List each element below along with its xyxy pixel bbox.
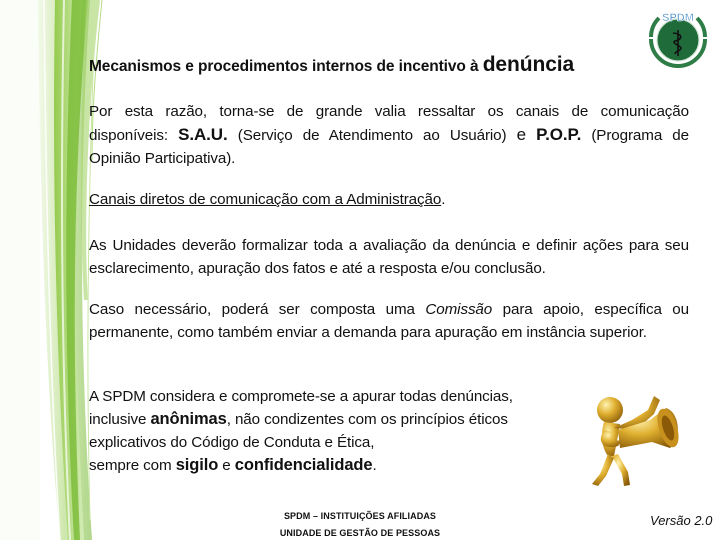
paragraph-commission	[89, 298, 689, 344]
footer-organization	[250, 508, 470, 542]
p5-line2-pre: inclusive	[89, 411, 151, 428]
paragraph-channels	[89, 100, 689, 170]
commission-italic: Comissão	[425, 301, 493, 318]
footer-line1: SPDM – INSTITUIÇÕES AFILIADAS	[283, 511, 437, 521]
direct-channels-underlined: Canais diretos de comunicação com a Administração	[89, 191, 442, 208]
p5-line2-post: , não condizentes com os princípios éticos	[226, 411, 508, 428]
commission-post: para apoio, específica ou permanente, como também enviar a demanda para apuração em instância superior.	[89, 301, 689, 341]
p1-line1: Por esta razão, torna-se de grande valia ressaltar os canais de comunicação	[89, 103, 689, 120]
version-label: Versão 2.0	[650, 513, 713, 528]
p5-line4-mid: e	[218, 457, 235, 474]
p5-line3: explicativos do Código de Conduta e Ética,	[89, 434, 375, 451]
direct-channels-suffix: .	[441, 191, 446, 208]
anonimas-bold: anônimas	[150, 410, 227, 428]
paragraph-spdm-commitment	[89, 385, 559, 477]
paragraph-direct-channels	[89, 188, 689, 211]
p1-line2-post: (Programa de	[581, 127, 689, 144]
spdm-logo	[645, 6, 711, 68]
p1-line3: Opinião Participativa).	[89, 150, 236, 167]
p1-space	[526, 127, 536, 144]
commission-pre: Caso necessário, poderá ser composta uma	[89, 301, 426, 318]
golden-figure-megaphone-icon	[570, 386, 700, 496]
confidencialidade-bold: confidencialidade	[234, 456, 373, 474]
p1-line2-mid: (Serviço de Atendimento ao Usuário)	[227, 127, 517, 144]
p5-line4-pre: sempre com	[89, 457, 176, 474]
footer-line2: UNIDADE DE GESTÃO DE PESSOAS	[279, 528, 441, 538]
logo-text: SPDM	[662, 12, 694, 24]
p5-line2	[89, 408, 559, 431]
p1-line2-pre: disponíveis:	[89, 127, 179, 144]
sigilo-bold: sigilo	[175, 456, 219, 474]
p5-line4	[89, 454, 559, 477]
title-emphasis: denúncia	[482, 53, 575, 76]
p5-line1: A SPDM considera e compromete-se a apurar todas denúncias,	[89, 388, 513, 405]
p5-line4-post: .	[372, 457, 377, 474]
p1-e: e	[516, 125, 526, 144]
title-main: Mecanismos e procedimentos internos de incentivo à	[89, 58, 483, 75]
p1-line2	[89, 123, 689, 147]
pop-label: P.O.P.	[536, 125, 582, 144]
paragraph-units: As Unidades deverão formalizar toda a avaliação da denúncia e definir ações para seu esclarecimento, apuração dos fatos e até a resposta e/ou conclusão.	[89, 237, 689, 277]
sau-label: S.A.U.	[178, 125, 228, 144]
slide-title	[89, 53, 574, 77]
